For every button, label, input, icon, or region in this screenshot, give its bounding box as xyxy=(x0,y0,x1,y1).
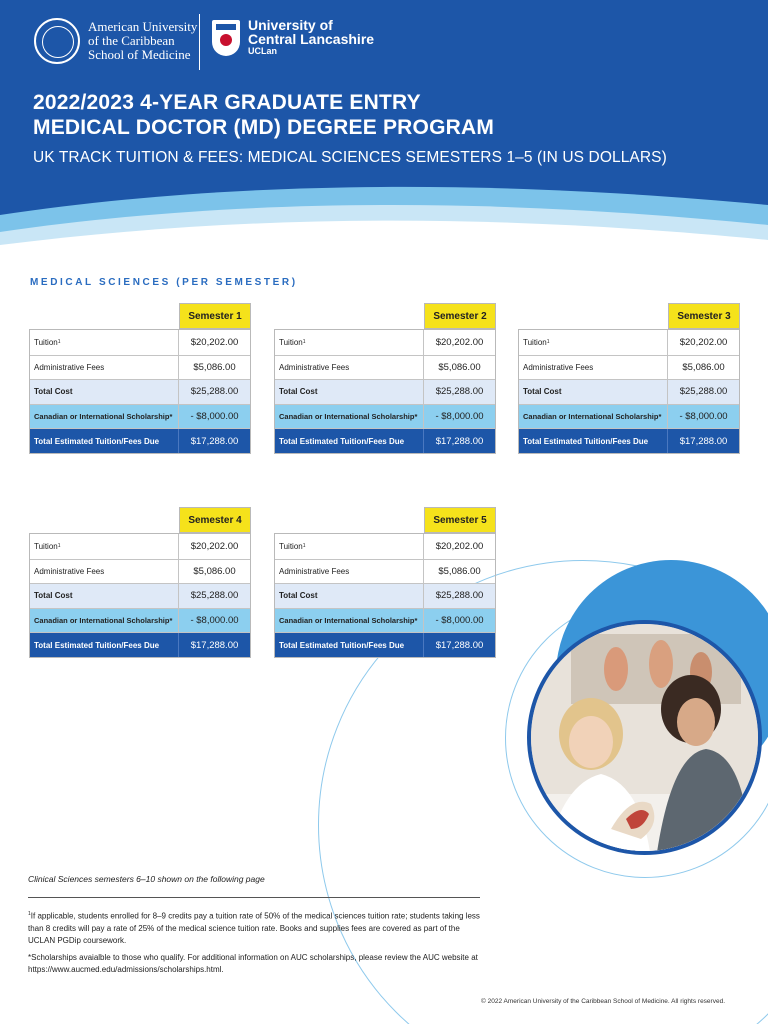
fee-row-label xyxy=(519,429,668,453)
fee-row-value: $17,288.00 xyxy=(435,639,484,651)
auc-logo[interactable] xyxy=(34,18,197,64)
uclan-short-name: UCLan xyxy=(248,46,277,56)
fee-row-value: $5,086.00 xyxy=(193,361,236,373)
page-title-line1: 2022/2023 4-YEAR GRADUATE ENTRY xyxy=(33,91,421,114)
fee-row-label-text: Administrative Fees xyxy=(279,362,350,372)
logo-divider xyxy=(199,14,200,70)
fee-row-label xyxy=(30,609,179,633)
fee-row-value: - $8,000.00 xyxy=(435,411,484,423)
fee-row-label xyxy=(30,380,179,404)
fee-table-semester-4 xyxy=(29,507,251,657)
footnote-1-text: If applicable, students enrolled for 8–9 credits pay a tuition rate of 50% of the medical sciences tuition rate; students taking less than 8 credits will pay a rate of 25% of the medical science tuition rate. Books and supplies fees are covered as part of the UCLAN PGDip coursework. xyxy=(28,911,480,945)
fee-row-tuition xyxy=(30,330,250,355)
fee-row-label-text: Canadian or International Scholarship* xyxy=(279,616,418,626)
footnote-marker: 1 xyxy=(302,543,306,550)
fee-table-semester-1 xyxy=(29,303,251,453)
fee-row-value: $20,202.00 xyxy=(679,336,728,348)
fee-row-label xyxy=(30,584,179,608)
fee-row-due xyxy=(275,632,495,657)
fee-row-tuition xyxy=(519,330,739,355)
footnote-marker: 1 xyxy=(57,339,61,346)
fee-row-label xyxy=(30,633,179,657)
semester-header: Semester 4 xyxy=(179,507,251,533)
fee-row-value: $20,202.00 xyxy=(190,336,239,348)
fee-row-label xyxy=(275,429,424,453)
fee-rows xyxy=(274,329,496,454)
fee-row-value: $5,086.00 xyxy=(438,361,481,373)
fee-row-label-text: Tuition xyxy=(523,337,547,347)
fee-row-label-text: Total Cost xyxy=(279,591,318,601)
fee-row-label-text: Administrative Fees xyxy=(523,362,594,372)
fee-row-total xyxy=(275,379,495,404)
fee-row-value: $25,288.00 xyxy=(190,386,239,398)
fee-row-label-text: Canadian or International Scholarship* xyxy=(279,412,418,422)
header-banner xyxy=(0,0,768,250)
fee-row-scholarship xyxy=(275,608,495,633)
fee-table-semester-3 xyxy=(518,303,740,453)
fee-row-label xyxy=(30,534,179,559)
fee-row-value: $17,288.00 xyxy=(679,435,728,447)
fee-row-due xyxy=(275,428,495,453)
fee-row-label-text: Total Estimated Tuition/Fees Due xyxy=(279,640,405,650)
fee-row-label xyxy=(519,356,668,380)
fee-row-value: $25,288.00 xyxy=(435,590,484,602)
fee-row-label-text: Total Cost xyxy=(279,387,318,397)
auc-logo-line: of the Caribbean xyxy=(88,33,175,48)
footnote-marker: 1 xyxy=(302,339,306,346)
fee-row-tuition xyxy=(275,534,495,559)
copyright: © 2022 American University of the Caribbean School of Medicine. All rights reserved. xyxy=(481,998,725,1005)
fee-row-label xyxy=(275,560,424,584)
fee-row-value: - $8,000.00 xyxy=(190,615,239,627)
fee-row-label xyxy=(519,405,668,429)
fee-row-value: $5,086.00 xyxy=(682,361,725,373)
fee-row-label-text: Tuition xyxy=(34,337,58,347)
fee-row-total xyxy=(275,583,495,608)
fee-row-label-text: Tuition xyxy=(34,541,58,551)
fee-row-value: - $8,000.00 xyxy=(679,411,728,423)
fee-row-due xyxy=(30,632,250,657)
footnote-2: *Scholarships avaialble to those who qualify. For additional information on AUC scholarships, please review the AUC website at https://www.aucmed.edu/admissions/scholarships.html. xyxy=(28,953,478,974)
fee-row-label xyxy=(30,330,179,355)
fee-row-label-text: Canadian or International Scholarship* xyxy=(34,616,173,626)
fee-row-label xyxy=(275,534,424,559)
clinical-sciences-note: Clinical Sciences semesters 6–10 shown on the following page xyxy=(28,874,265,884)
fee-row-label xyxy=(275,380,424,404)
fee-row-label xyxy=(30,356,179,380)
fee-rows xyxy=(29,533,251,658)
fee-row-label xyxy=(30,405,179,429)
fee-row-label-text: Administrative Fees xyxy=(34,362,105,372)
fee-row-total xyxy=(30,583,250,608)
footnote-1 xyxy=(28,908,486,947)
auc-logo-line: American University xyxy=(88,19,198,34)
fee-row-value: $25,288.00 xyxy=(679,386,728,398)
fee-row-value: $5,086.00 xyxy=(438,565,481,577)
fee-row-label-text: Tuition xyxy=(279,541,303,551)
uclan-logo-line: University of xyxy=(248,17,333,33)
fee-row-value: $17,288.00 xyxy=(190,639,239,651)
fee-rows xyxy=(518,329,740,454)
fee-row-scholarship xyxy=(30,404,250,429)
fee-row-value: $20,202.00 xyxy=(435,540,484,552)
fee-row-label xyxy=(275,584,424,608)
fee-row-label-text: Canadian or International Scholarship* xyxy=(34,412,173,422)
fee-row-tuition xyxy=(30,534,250,559)
footnote-1-mark: 1 xyxy=(28,911,31,917)
fee-row-value: $25,288.00 xyxy=(190,590,239,602)
fee-row-value: - $8,000.00 xyxy=(435,615,484,627)
footnote-marker: 1 xyxy=(546,339,550,346)
fee-row-label xyxy=(519,330,668,355)
semester-header: Semester 3 xyxy=(668,303,740,329)
fee-row-admin xyxy=(30,355,250,380)
fee-row-admin xyxy=(519,355,739,380)
fee-row-label xyxy=(275,609,424,633)
fee-row-label-text: Administrative Fees xyxy=(34,566,105,576)
fee-rows xyxy=(29,329,251,454)
fee-row-label xyxy=(275,356,424,380)
fee-row-tuition xyxy=(275,330,495,355)
fee-row-admin xyxy=(275,355,495,380)
fee-row-due xyxy=(519,428,739,453)
fee-row-label xyxy=(30,429,179,453)
fee-row-label-text: Administrative Fees xyxy=(279,566,350,576)
fee-row-total xyxy=(30,379,250,404)
fee-row-admin xyxy=(30,559,250,584)
footnote-divider xyxy=(28,897,480,898)
fee-row-value: $17,288.00 xyxy=(435,435,484,447)
fee-row-value: $5,086.00 xyxy=(193,565,236,577)
fee-row-label xyxy=(519,380,668,404)
fee-row-scholarship xyxy=(275,404,495,429)
semester-header: Semester 5 xyxy=(424,507,496,533)
fee-row-label-text: Total Estimated Tuition/Fees Due xyxy=(34,436,160,446)
fee-row-label-text: Total Estimated Tuition/Fees Due xyxy=(34,640,160,650)
fee-row-scholarship xyxy=(30,608,250,633)
auc-seal-icon xyxy=(34,18,80,64)
page-subtitle: UK TRACK TUITION & FEES: MEDICAL SCIENCES SEMESTERS 1–5 (IN US DOLLARS) xyxy=(33,149,667,166)
fee-row-label xyxy=(275,633,424,657)
fee-row-label-text: Total Cost xyxy=(34,387,73,397)
students-photo-illustration xyxy=(531,624,762,855)
uclan-shield-icon xyxy=(212,20,240,56)
fee-row-value: $25,288.00 xyxy=(435,386,484,398)
fee-row-label xyxy=(275,405,424,429)
fee-row-label-text: Canadian or International Scholarship* xyxy=(523,412,662,422)
fee-row-value: $20,202.00 xyxy=(435,336,484,348)
fee-row-label-text: Tuition xyxy=(279,337,303,347)
fee-row-label-text: Total Cost xyxy=(523,387,562,397)
fee-row-value: $17,288.00 xyxy=(190,435,239,447)
semester-header: Semester 1 xyxy=(179,303,251,329)
fee-row-total xyxy=(519,379,739,404)
fee-row-label xyxy=(275,330,424,355)
fee-row-label-text: Total Estimated Tuition/Fees Due xyxy=(279,436,405,446)
section-label: MEDICAL SCIENCES (PER SEMESTER) xyxy=(30,277,298,288)
fee-row-label-text: Total Estimated Tuition/Fees Due xyxy=(523,436,649,446)
fee-row-scholarship xyxy=(519,404,739,429)
fee-row-due xyxy=(30,428,250,453)
fee-table-semester-5 xyxy=(274,507,496,657)
fee-rows xyxy=(274,533,496,658)
footnote-marker: 1 xyxy=(57,543,61,550)
fee-row-admin xyxy=(275,559,495,584)
uclan-logo-line: Central Lancashire xyxy=(248,31,375,47)
fee-row-label-text: Total Cost xyxy=(34,591,73,601)
fee-table-semester-2 xyxy=(274,303,496,453)
fee-row-value: - $8,000.00 xyxy=(190,411,239,423)
uclan-logo[interactable] xyxy=(212,18,374,57)
semester-header: Semester 2 xyxy=(424,303,496,329)
fee-row-label xyxy=(30,560,179,584)
students-photo xyxy=(527,620,762,855)
page-title-line2: MEDICAL DOCTOR (MD) DEGREE PROGRAM xyxy=(33,116,495,139)
fee-row-value: $20,202.00 xyxy=(190,540,239,552)
auc-logo-line: School of Medicine xyxy=(88,47,191,62)
